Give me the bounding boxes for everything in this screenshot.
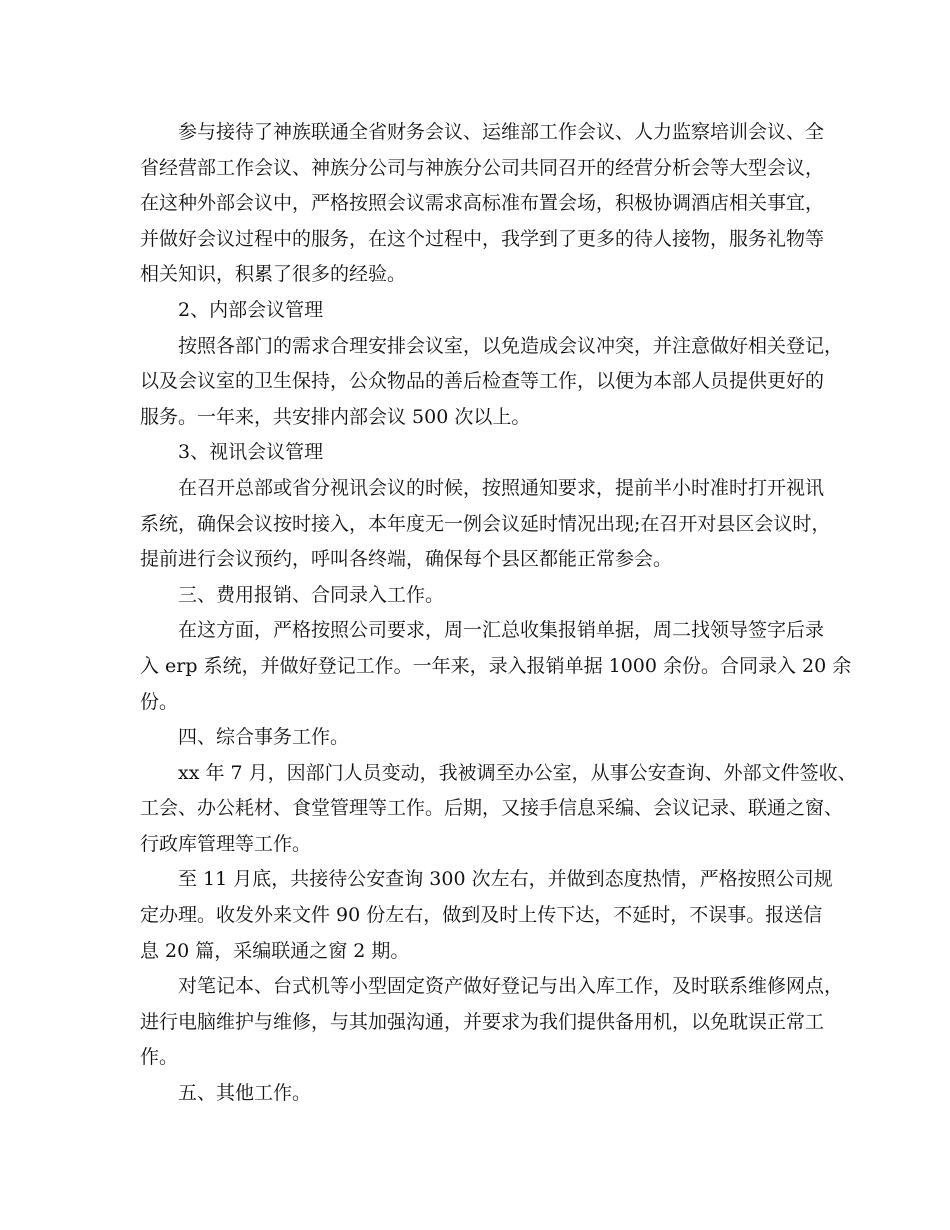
document-body	[140, 115, 857, 1112]
paragraph-line: 按照各部门的需求合理安排会议室，以免造成会议冲突，并注意做好相关登记，	[178, 334, 844, 357]
paragraph-line: 份。	[140, 690, 179, 713]
section-heading: 四、综合事务工作。	[178, 726, 350, 749]
paragraph-line: 定办理。收发外来文件 90 份左右，做到及时上传下达，不延时，不误事。报送信	[140, 904, 823, 927]
section-heading: 3、视讯会议管理	[178, 441, 324, 464]
paragraph-line: 提前进行会议预约，呼叫各终端，确保每个县区都能正常参会。	[140, 548, 673, 571]
section-heading: 2、内部会议管理	[178, 298, 324, 321]
paragraph-line: 息 20 篇，采编联通之窗 2 期。	[140, 939, 410, 962]
paragraph-line: 在这种外部会议中，严格按照会议需求高标准布置会场，积极协调酒店相关事宜，	[140, 192, 825, 215]
paragraph-line: 在这方面，严格按照公司要求，周一汇总收集报销单据，周二找领导签字后录	[178, 619, 825, 642]
paragraph-line: 并做好会议过程中的服务，在这个过程中，我学到了更多的待人接物，服务礼物等	[140, 227, 825, 250]
paragraph-line: 进行电脑维护与维修，与其加强沟通，并要求为我们提供备用机，以免耽误正常工	[140, 1010, 825, 1033]
paragraph-line: 作。	[140, 1046, 179, 1069]
paragraph-line: 省经营部工作会议、神族分公司与神族分公司共同召开的经营分析会等大型会议，	[140, 156, 825, 179]
paragraph-line: 行政库管理等工作。	[140, 832, 312, 855]
paragraph-line: 对笔记本、台式机等小型固定资产做好登记与出入库工作，及时联系维修网点，	[178, 975, 844, 998]
paragraph-line: 以及会议室的卫生保持，公众物品的善后检查等工作，以便为本部人员提供更好的	[140, 370, 825, 393]
paragraph-line: 相关知识，积累了很多的经验。	[140, 263, 407, 286]
paragraph-line: 在召开总部或省分视讯会议的时候，按照通知要求，提前半小时准时打开视讯	[178, 476, 825, 499]
paragraph-line: 参与接待了神族联通全省财务会议、运维部工作会议、人力监察培训会议、全	[178, 121, 825, 143]
paragraph-line: 至 11 月底，共接待公安查询 300 次左右，并做到态度热情，严格按照公司规	[178, 868, 833, 891]
paragraph-line: xx 年 7 月，因部门人员变动，我被调至办公室，从事公安查询、外部文件签收、	[178, 761, 857, 784]
paragraph-line: 服务。一年来，共安排内部会议 500 次以上。	[140, 405, 531, 428]
section-heading: 五、其他工作。	[178, 1082, 312, 1105]
paragraph-line: 系统，确保会议按时接入，本年度无一例会议延时情况出现;在召开对县区会议时，	[140, 512, 831, 535]
section-heading: 三、费用报销、合同录入工作。	[178, 583, 445, 606]
paragraph-line: 入 erp 系统，并做好登记工作。一年来，录入报销单据 1000 余份。合同录入 20 余	[140, 654, 852, 677]
paragraph-line: 工会、办公耗材、食堂管理等工作。后期，又接手信息采编、会议记录、联通之窗、	[140, 797, 844, 820]
